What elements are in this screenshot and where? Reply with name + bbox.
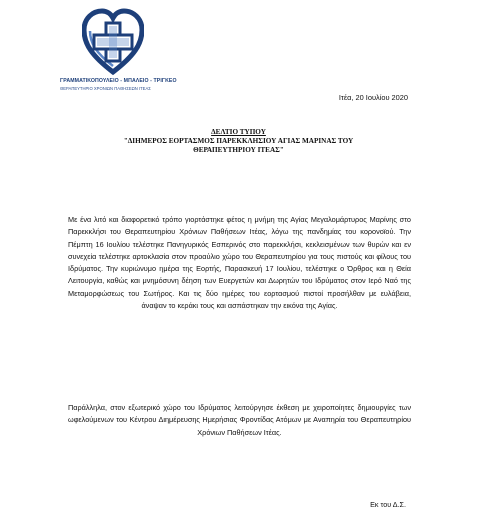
cross-heart-logo-icon	[82, 8, 144, 76]
signature: Εκ του Δ.Σ.	[370, 500, 406, 509]
title-line-2: "ΔΙΗΜΕΡΟΣ ΕΟΡΤΑΣΜΟΣ ΠΑΡΕΚΚΛΗΣΙΟΥ ΑΓΙΑΣ ΜΑΡΙΝΑΣ ΤΟΥ	[123, 137, 354, 145]
date-line: Ιτέα, 20 Ιουλίου 2020	[338, 93, 408, 102]
body-paragraph: Με ένα λιτό και διαφορετικό τρόπο γιορτάστηκε φέτος η μνήμη της Αγίας Μεγαλομάρτυρος Μαρίνης στο Παρεκκλήσι του Θεραπευτηρίου Χρόνιων Παθήσεων Ιτέας, λόγω της πανδημίας του κορονοϊού. Την Πέμπτη 16 Ιουλίου τελέστηκε Πανηγυρικός Εσπερινός στο παρεκκλήσι, κεκλεισμένων των θυρών και εν συνεχεία τελέστηκε αρτοκλασία στον προαύλιο χώρο του Θεραπευτηρίου για τους πιστούς και φίλους του Ιδρύματος. Την κυριώνυμο ημέρα της Εορτής, Παρασκευή 17 Ιουλίου, τελέστηκε ο Όρθρος και η Θεία Λειτουργία, καθώς και μνημόσυνη δέηση των Ευεργετών και Δωρητών του Ιδρύματος στον Ιερό Ναό της Μεταμορφώσεως του Σωτήρος. Και τις δύο ημέρες του εορτασμού πιστοί προσήλθαν με ευλάβεια, άναψαν το κεράκι τους και ασπάστηκαν την εικόνα της Αγίας.	[68, 215, 411, 311]
organization-name: ΓΡΑΜΜΑΤΙΚΟΠΟΥΛΕΙΟ - ΜΠΑΛΕΙΟ - ΤΡΙΓΚΕΟ	[60, 78, 177, 84]
title-line-1: ΔΕΛΤΙΟ ΤΥΠΟΥ	[211, 128, 266, 136]
press-release-title	[0, 128, 477, 155]
title-line-3: ΘΕΡΑΠΕΥΤΗΡΙΟΥ ΙΤΕΑΣ"	[193, 146, 284, 154]
organization-subtitle: ΘΕΡΑΠΕΥΤΗΡΙΟ ΧΡΟΝΙΩΝ ΠΑΘΗΣΕΩΝ ΙΤΕΑΣ	[60, 86, 151, 91]
organization-logo	[60, 8, 177, 104]
body-paragraph: Παράλληλα, στον εξωτερικό χώρο του Ιδρύματος λειτούργησε έκθεση με χειροποίητες δημιουργίες των ωφελούμενων του Κέντρου Διημέρευσης Ημερήσιας Φροντίδας Ατόμων με Αναπηρία του Θεραπευτηρίου Χρόνιων Παθήσεων Ιτέας.	[68, 403, 411, 437]
